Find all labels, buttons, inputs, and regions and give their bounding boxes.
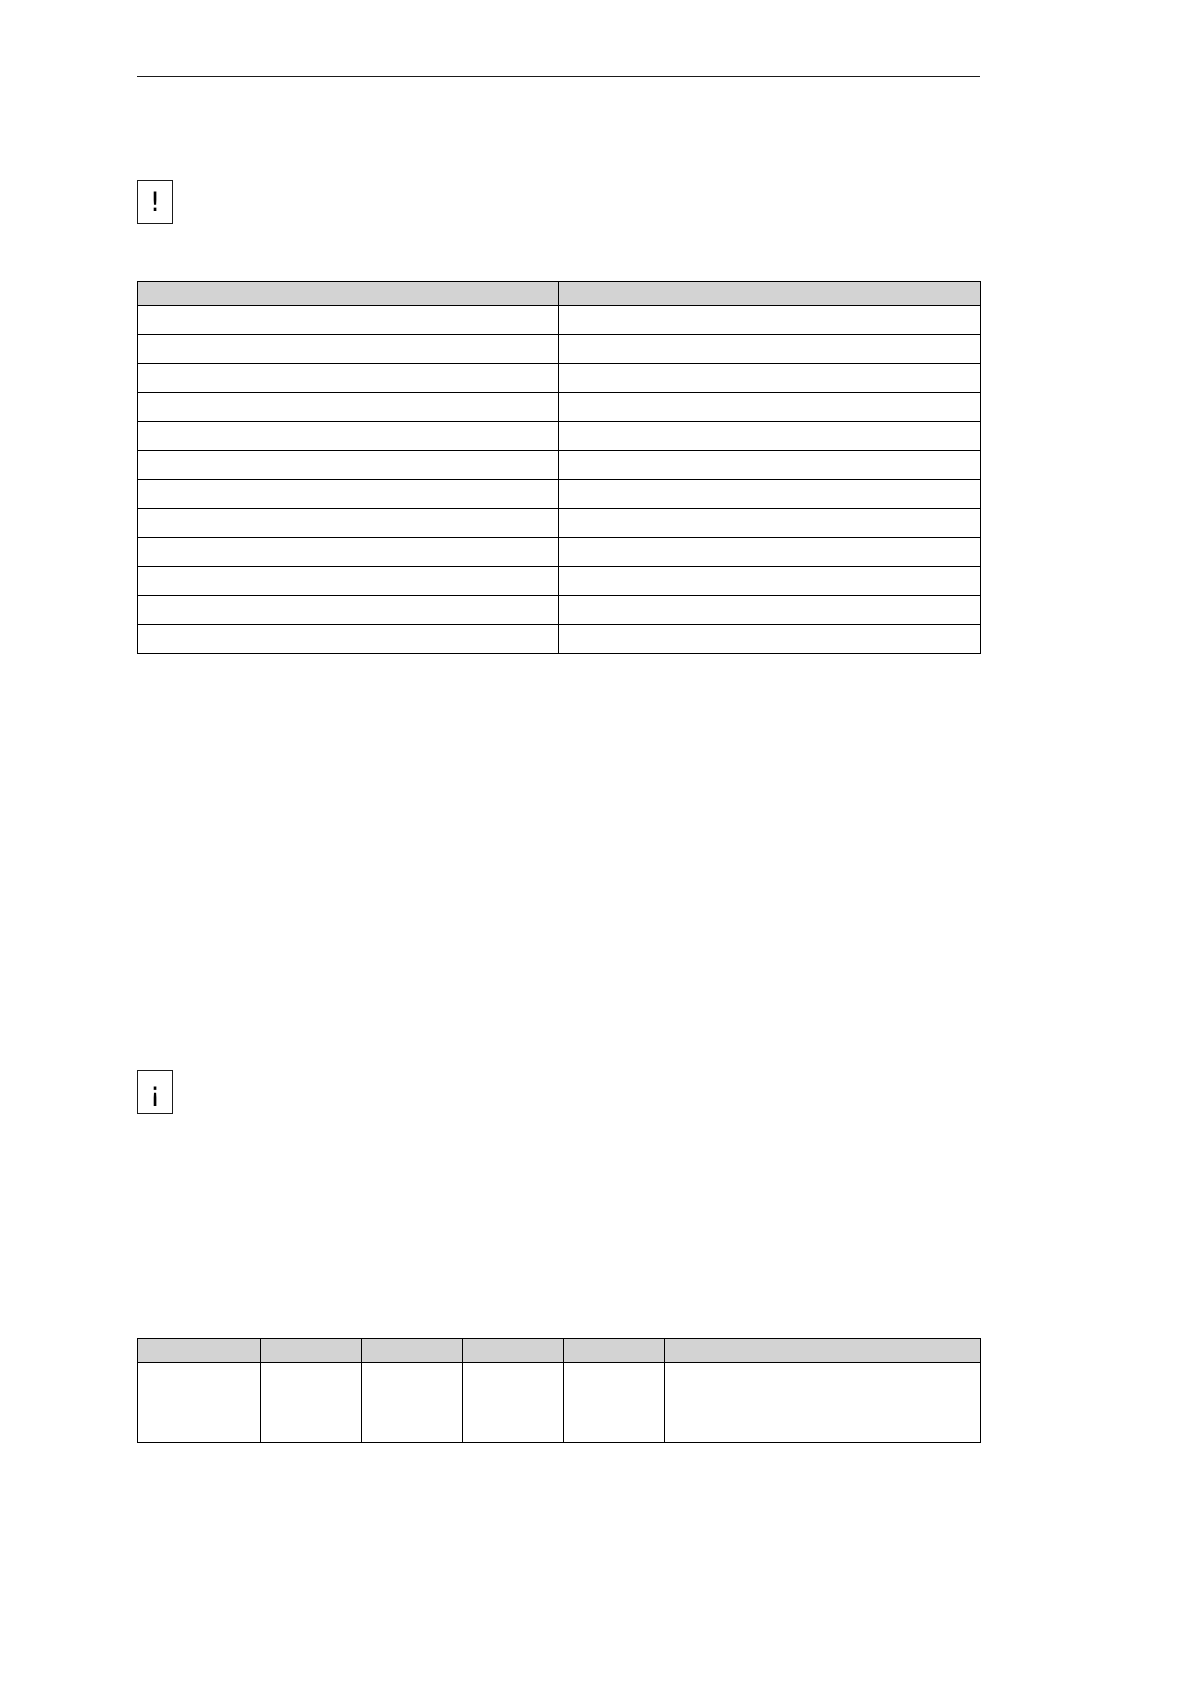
table-cell xyxy=(138,306,559,335)
table-header-row xyxy=(138,1339,981,1363)
table-row xyxy=(138,306,981,335)
table-cell xyxy=(138,596,559,625)
table-cell xyxy=(362,1363,463,1443)
table-cell xyxy=(138,538,559,567)
column-header xyxy=(138,1339,261,1363)
table-row xyxy=(138,538,981,567)
table-row xyxy=(138,1363,981,1443)
column-header xyxy=(559,282,981,306)
objects-table xyxy=(137,1338,981,1443)
table-row xyxy=(138,480,981,509)
table-cell xyxy=(138,422,559,451)
table-row xyxy=(138,451,981,480)
table-cell xyxy=(138,480,559,509)
table-row xyxy=(138,567,981,596)
warning-glyph: ! xyxy=(149,186,161,218)
table-cell xyxy=(665,1363,981,1443)
information-icon xyxy=(137,1070,173,1114)
table-cell xyxy=(138,567,559,596)
header-divider xyxy=(137,76,980,77)
column-header xyxy=(665,1339,981,1363)
table-cell xyxy=(559,509,981,538)
table-row xyxy=(138,335,981,364)
table-cell xyxy=(559,364,981,393)
table-cell xyxy=(138,335,559,364)
table-cell xyxy=(559,422,981,451)
table-cell xyxy=(559,335,981,364)
info-glyph: ¡ xyxy=(149,1076,161,1108)
table-row xyxy=(138,364,981,393)
page-footer-text xyxy=(137,1600,980,1616)
table-row xyxy=(138,596,981,625)
column-header xyxy=(362,1339,463,1363)
table-row xyxy=(138,625,981,654)
table-cell xyxy=(559,538,981,567)
column-header xyxy=(463,1339,564,1363)
table-cell xyxy=(138,364,559,393)
table-cell xyxy=(138,625,559,654)
table-cell xyxy=(559,306,981,335)
table-row xyxy=(138,509,981,538)
table-cell xyxy=(138,393,559,422)
table-cell xyxy=(138,1363,261,1443)
parameters-table xyxy=(137,281,981,654)
table-cell xyxy=(559,451,981,480)
warning-exclamation-icon xyxy=(137,180,173,224)
table-cell xyxy=(138,509,559,538)
table-cell xyxy=(564,1363,665,1443)
table-cell xyxy=(463,1363,564,1443)
table-cell xyxy=(559,596,981,625)
table-cell xyxy=(559,480,981,509)
page-header-text xyxy=(137,46,980,64)
table-cell xyxy=(261,1363,362,1443)
table-cell xyxy=(138,451,559,480)
table-cell xyxy=(559,625,981,654)
table-header-row xyxy=(138,282,981,306)
table-cell xyxy=(559,567,981,596)
table-cell xyxy=(559,393,981,422)
column-header xyxy=(138,282,559,306)
column-header xyxy=(261,1339,362,1363)
table-row xyxy=(138,393,981,422)
table-row xyxy=(138,422,981,451)
column-header xyxy=(564,1339,665,1363)
